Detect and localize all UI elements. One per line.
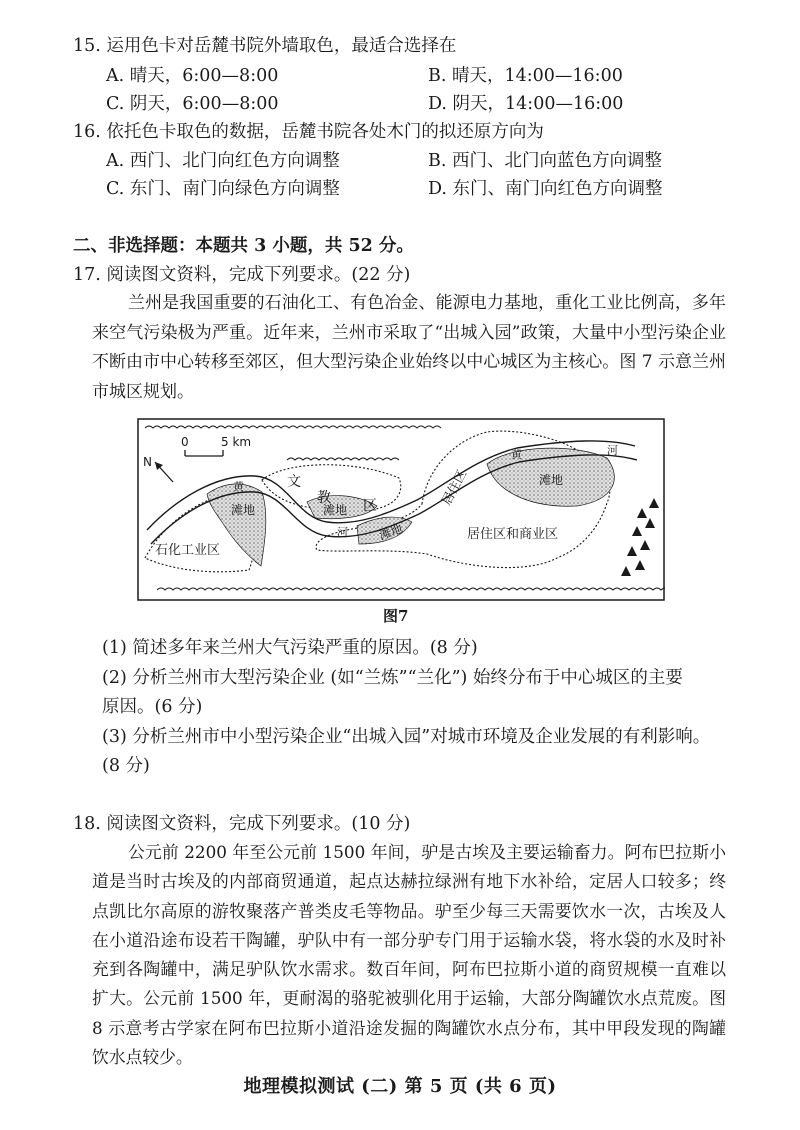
q15-option-c: C. 阴天，6:00—8:00 xyxy=(106,94,279,114)
q15-option-d: D. 阴天，14:00—16:00 xyxy=(428,94,624,114)
label-beach-3: 滩地 xyxy=(377,521,405,543)
scale-label: 5 km xyxy=(221,435,252,449)
label-beach-4: 滩地 xyxy=(539,473,564,487)
q17-sub2-line1: (2) 分析兰州市大型污染企业 (如“兰炼”“兰化”) 始终分布于中心城区的主要 xyxy=(102,668,683,688)
q17-sub3-line1: (3) 分析兰州市中小型污染企业“出城入园”对城市环境及企业发展的有利影响。 xyxy=(102,727,711,747)
q16-option-a: A. 西门、北门向红色方向调整 xyxy=(106,151,340,171)
label-education-3: 区 xyxy=(363,498,377,514)
q18-paragraph: 公元前 2200 年至公元前 1500 年间，驴是古埃及主要运输畜力。阿布巴拉斯小道是当时古埃及的内部商贸通道，起点达赫拉绿洲有地下水补给，定居人口较多；终点凯比尔高原的游牧聚落产普类皮毛等物品。驴至少每三天需要饮水一次，古埃及人在小道沿途布设若干陶罐，驴队中有一部分驴专门用于运输水袋，将水袋的水及时补充到各陶罐中，满足驴队饮水需求。数百年间，阿布巴拉斯小道的商贸规模一直难以扩大。公元前 1500 年，更耐渴的骆驼被驯化用于运输，大部分陶罐饮水点荒废。图 8 示意考古学家在阿布巴拉斯小道沿途发掘的陶罐饮水点分布，其中甲段发现的陶罐饮水点较少。 xyxy=(92,842,726,1068)
label-education-1: 文 xyxy=(287,474,301,490)
label-residential: 居住区 xyxy=(438,467,470,508)
q18-stem: 18. 阅读图文资料，完成下列要求。(10 分) xyxy=(73,814,411,834)
q16-option-d: D. 东门、南门向红色方向调整 xyxy=(428,179,663,199)
q15-option-a: A. 晴天，6:00—8:00 xyxy=(106,66,279,86)
section2-title: 二、非选择题：本题共 3 小题，共 52 分。 xyxy=(73,236,414,256)
label-res-commercial: 居住区和商业区 xyxy=(467,527,559,542)
q17-sub1: (1) 简述多年来兰州大气污染严重的原因。(8 分) xyxy=(102,638,478,658)
lanzhou-city-map xyxy=(137,418,665,601)
scale-zero: 0 xyxy=(181,435,189,449)
q17-paragraph: 兰州是我国重要的石油化工、有色冶金、能源电力基地，重化工业比例高，多年来空气污染极为严重。近年来，兰州市采取了“出城入园”政策，大量中小型污染企业不断由市中心转移至郊区，但大型污染企业始终以中心城区为主核心。图 7 示意兰州市城区规划。 xyxy=(92,293,726,402)
q15-stem: 15. 运用色卡对岳麓书院外墙取色，最适合选择在 xyxy=(73,36,457,56)
label-river-3: 黄 xyxy=(511,448,522,461)
label-education-2: 教 xyxy=(317,490,331,506)
q15-option-b: B. 晴天，14:00—16:00 xyxy=(428,66,623,86)
label-river-2: 河 xyxy=(337,526,348,539)
label-petrochem: 石化工业区 xyxy=(155,543,221,558)
q17-sub3-line2: (8 分) xyxy=(102,756,150,776)
label-river-4: 河 xyxy=(607,444,618,457)
q16-option-b: B. 西门、北门向蓝色方向调整 xyxy=(428,151,662,171)
label-river-1: 黄 xyxy=(233,480,244,493)
page-footer: 地理模拟测试 (二) 第 5 页 (共 6 页) xyxy=(243,1076,557,1097)
label-beach-2: 滩地 xyxy=(323,503,348,517)
label-beach-1: 滩地 xyxy=(231,503,256,517)
q17-sub2-line2: 原因。(6 分) xyxy=(102,697,203,717)
q16-option-c: C. 东门、南门向绿色方向调整 xyxy=(106,179,340,199)
figure7-caption: 图7 xyxy=(383,607,409,625)
q17-stem: 17. 阅读图文资料，完成下列要求。(22 分) xyxy=(73,265,411,285)
q16-stem: 16. 依托色卡取色的数据，岳麓书院各处木门的拟还原方向为 xyxy=(73,122,544,142)
north-label: N xyxy=(143,455,152,469)
